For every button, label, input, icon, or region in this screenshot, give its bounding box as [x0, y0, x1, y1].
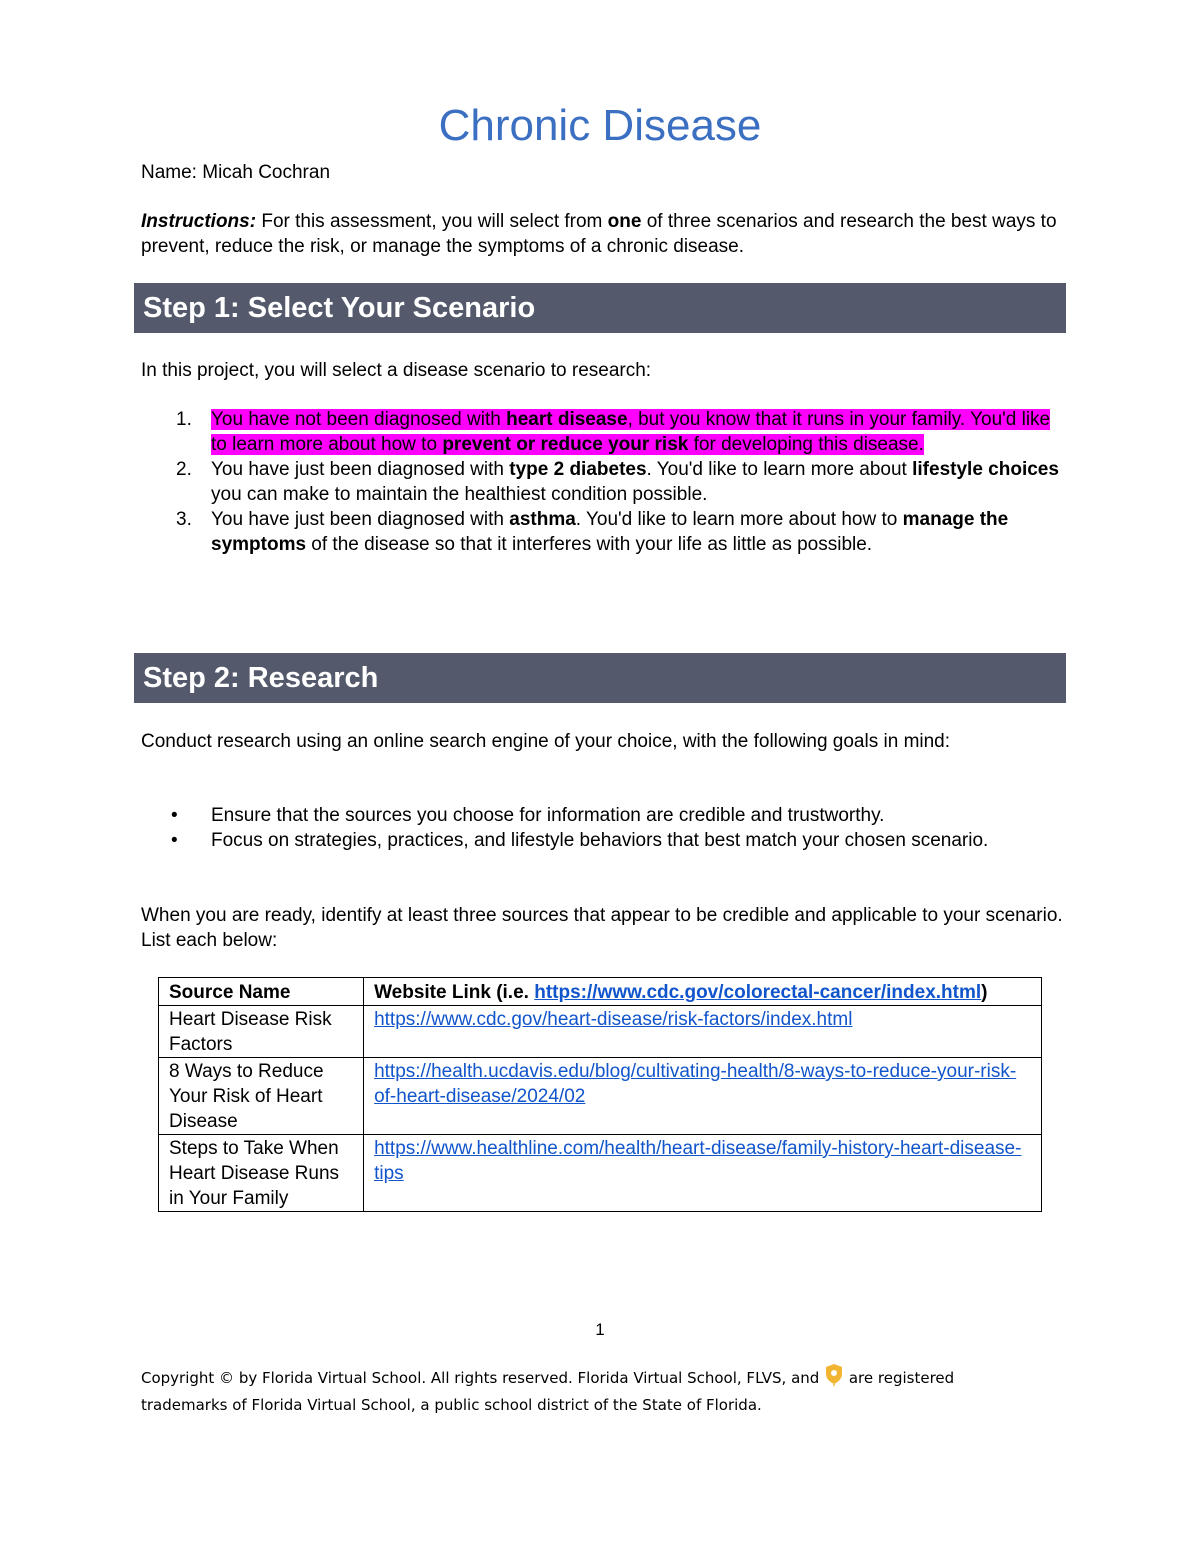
scenario-text: You have just been diagnosed with: [211, 509, 510, 530]
table-row: [159, 1135, 1042, 1212]
goal-item: [141, 828, 1066, 853]
scenario-number: 3.: [176, 509, 192, 530]
scenario-text: of the disease so that it interferes with your life as little as possible.: [306, 534, 873, 555]
goals-list: [141, 803, 1066, 853]
source-link[interactable]: https://health.ucdavis.edu/blog/cultivating-health/8-ways-to-reduce-your-risk-of-heart-disease/2024/02: [374, 1061, 1017, 1107]
instructions-emphasis: one: [607, 211, 642, 232]
scenario-text: for developing this disease.: [688, 434, 924, 455]
scenario-item: [141, 407, 1066, 457]
goal-text: Ensure that the sources you choose for information are credible and trustworthy.: [211, 805, 885, 826]
scenario-bold: prevent or reduce your risk: [442, 434, 689, 455]
sources-table: [158, 977, 1042, 1212]
source-link[interactable]: https://www.cdc.gov/heart-disease/risk-factors/index.html: [374, 1009, 853, 1030]
bullet-icon: •: [171, 830, 178, 851]
scenario-text: . You'd like to learn more about how to: [575, 509, 903, 530]
step2-intro: Conduct research using an online search engine of your choice, with the following goals in mind:: [141, 731, 951, 752]
table-row: [159, 1006, 1042, 1058]
page-number: 1: [595, 1320, 605, 1339]
highlighted-scenario-text: [211, 409, 1050, 455]
example-link[interactable]: https://www.cdc.gov/colorectal-cancer/index.html: [534, 982, 982, 1003]
step1-intro: In this project, you will select a disease scenario to research:: [141, 360, 652, 381]
scenario-bold: heart disease: [506, 409, 628, 430]
source-link-cell: [364, 1135, 1042, 1212]
instructions-paragraph: [141, 209, 1071, 259]
source-link-cell: [364, 1058, 1042, 1135]
step2-closing: When you are ready, identify at least three sources that appear to be credible and applicable to your scenario. List each below:: [141, 905, 1063, 951]
source-name-cell: Heart Disease Risk Factors: [159, 1006, 364, 1058]
scenario-item: [141, 457, 1066, 507]
copyright-text-end: are registered trademarks of Florida Virtual School, a public school district of the State of Florida.: [141, 1369, 955, 1414]
goal-text: Focus on strategies, practices, and lifestyle behaviors that best match your chosen scenario.: [211, 830, 989, 851]
scenario-text: , but you know that it runs in your family. You'd like to learn more about how to: [211, 409, 1051, 455]
table-header-row: [159, 978, 1042, 1006]
bullet-icon: •: [171, 805, 178, 826]
instructions-label: Instructions:: [141, 211, 257, 232]
scenario-bold: asthma: [509, 509, 576, 530]
source-name-cell: Steps to Take When Heart Disease Runs in Your Family: [159, 1135, 364, 1212]
scenario-text: . You'd like to learn more about: [646, 459, 913, 480]
flvs-shield-logo-icon: [824, 1363, 844, 1387]
scenario-item: [141, 507, 1066, 557]
scenario-bold: lifestyle choices: [912, 459, 1059, 480]
copyright-text: Copyright © by Florida Virtual School. All rights reserved. Florida Virtual School, FLVS, and: [141, 1369, 825, 1387]
source-link[interactable]: https://www.healthline.com/health/heart-disease/family-history-heart-disease-tips: [374, 1138, 1022, 1184]
header-website-link: [364, 978, 1042, 1006]
scenario-list: [141, 407, 1066, 557]
scenario-number: 2.: [176, 459, 192, 480]
instructions-text-end: of three scenarios and research the best ways to prevent, reduce the risk, or manage the symptoms of a chronic disease.: [141, 211, 1057, 257]
scenario-bold: manage the symptoms: [211, 509, 1009, 555]
scenario-text: You have not been diagnosed with: [211, 409, 507, 430]
goal-item: [141, 803, 1066, 828]
scenario-text: you can make to maintain the healthiest condition possible.: [211, 484, 708, 505]
document-title: Chronic Disease: [438, 101, 762, 150]
header-link-suffix: ): [981, 982, 988, 1003]
header-source-name: Source Name: [159, 978, 364, 1006]
source-link-cell: [364, 1006, 1042, 1058]
instructions-text: For this assessment, you will select from: [256, 211, 608, 232]
scenario-number: 1.: [176, 409, 192, 430]
scenario-text: You have just been diagnosed with: [211, 459, 510, 480]
table-row: [159, 1058, 1042, 1135]
copyright-notice: [141, 1363, 1041, 1419]
scenario-bold: type 2 diabetes: [509, 459, 647, 480]
student-name: Name: Micah Cochran: [141, 162, 331, 183]
step2-heading: Step 2: Research: [134, 653, 1066, 703]
source-name-cell: 8 Ways to Reduce Your Risk of Heart Disease: [159, 1058, 364, 1135]
header-link-prefix: Website Link (i.e.: [374, 982, 535, 1003]
step1-heading: Step 1: Select Your Scenario: [134, 283, 1066, 333]
